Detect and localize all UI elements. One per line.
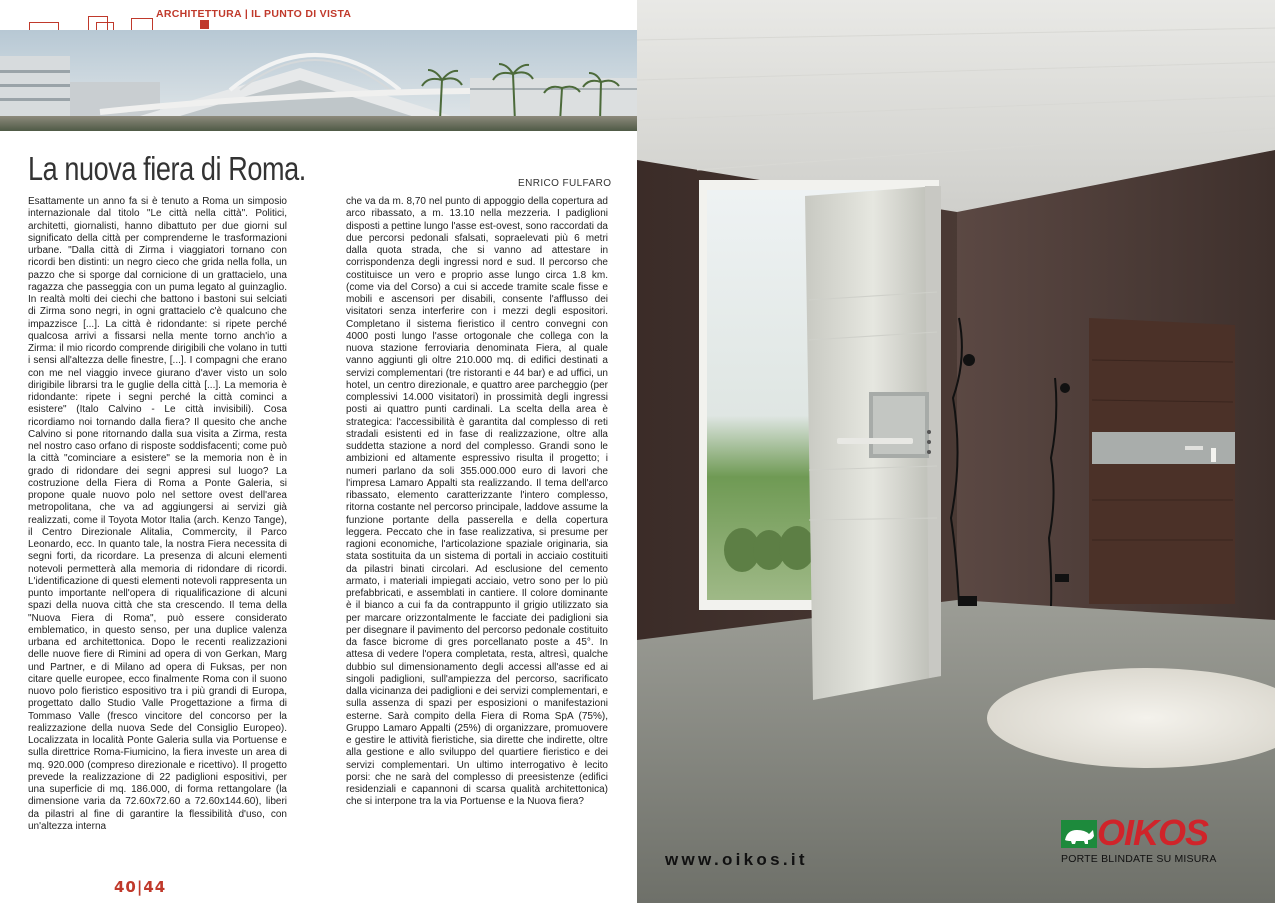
- oikos-tagline: PORTE BLINDATE SU MISURA: [1061, 853, 1217, 865]
- ad-website-url: www.oikos.it: [665, 850, 808, 869]
- article-author: ENRICO FULFARO: [518, 178, 612, 189]
- oikos-wordmark: OIKOS: [1097, 812, 1209, 853]
- oikos-logo: [1061, 812, 1247, 872]
- section-header: [156, 8, 351, 20]
- section-subname: IL PUNTO DI VISTA: [251, 8, 352, 20]
- fair-architecture-photo: [0, 30, 637, 131]
- fair-photo-illustration: [0, 30, 637, 131]
- section-separator: |: [244, 8, 249, 20]
- article-column-2: che va da m. 8,70 nel punto di appoggio della copertura ad arco ribassato, a m. 13.10 nella mezzeria. I padiglioni disposti a pettine lungo l'asse est-ovest, sono raccordati da due percorsi pedonali sfalsati, sopraelevati più 6 metri dalla quota strada, che si vanno ad attestare in corrispondenza degli ingressi nord e sud. Il percorso che costituisce un vero e proprio asse lungo circa 1.8 km. (come via del Corso) a cui si accede tramite scale fisse e mobili e ascensori per disabili, consente l'afflusso dei visitatori senza interferire con i mezzi degli espositori. Completano il sistema fieristico il centro convegni con 4000 posti lungo l'asse ortogonale che collega con la nuova stazione ferroviaria denominata Fiera, al quale vanno aggiunti gli oltre 210.000 mq. di edifici destinati a servizi complementari (tre ristoranti e 44 bar) e ad uffici, un hotel, un centro direzionale, e quattro aree parcheggio (per complessivi 14.000 visitatori) in prossimità degli ingressi posti ai quattro punti cardinali. La scelta della area è strategica: l'accessibilità è garantita dal complesso di reti stradali esistenti ed in fase di realizzazione, oltre alla suddetta stazione a nord del complesso. Grandi sono le ambizioni ed altamente espressivo risulta il progetto; i numeri parlano da soli 355.000.000 euro di lavori che l'impresa Lamaro Appalti sta realizzando. Il tema dell'arco ribassato, elemento caratterizzante l'intero complesso, ritorna costante nel percorso principale, laddove assume la funzione portante della passerella e della copertura leggera. Peccato che in fase realizzativa, si presume per ragioni economiche, l'articolazione spaziale originaria, sia stata sostituita da un sistema di portali in acciaio costituiti da pilastri binati circolari. Ad esclusione del cemento armato, i materiali impiegati acciaio, vetro sono per lo più prefabbricati, e assemblati in cantiere. Il colore dominante è il bianco a cui fa da contrappunto il grigio utilizzato sia per marcare orizzontalmente le facciate dei padiglioni sia per disegnare il pavimento del percorso pedonale costituito da fasce bicrome di gres porcellanato poste a 45°. In attesa di vedere l'opera completata, resta, altresì, qualche dubbio sul dimensionamento degli accessi all'asse ed ai singoli padiglioni, sull'ampiezza del percorso, sacrificato dalla vicinanza dei padiglioni e dei servizi complementari, e sulla assenza di spazi per esposizioni o manifestazioni esterne. Sarà compito della Fiera di Roma SpA (75%), Gruppo Lamaro Appalti (25%) di organizzare, promuovere e gestire le attività fieristiche, sia dirette che indirette, oltre alla gestione e allo sviluppo del quartiere fieristico e dei servizi complementari. Un ultimo interrogativo è lecito porsi: che ne sarà del complesso di preesistenze (edifici residenziali e capannoni di scarsa qualità architettonica) che si interpone tra la via Portuense e la Nuova fiera?: [346, 196, 608, 808]
- page-number: 40|44: [114, 878, 167, 896]
- section-name: ARCHITETTURA: [156, 8, 242, 20]
- oikos-advertisement: [637, 0, 1275, 903]
- rhino-logo-icon: [1061, 820, 1097, 848]
- section-marker: [200, 20, 209, 29]
- article-title: La nuova fiera di Roma.: [28, 150, 306, 187]
- magazine-left-page: [0, 0, 637, 903]
- door-showroom-photo: [637, 0, 1275, 903]
- article-column-1: Esattamente un anno fa si è tenuto a Roma un simposio internazionale dal titolo "Le città nella città". Politici, architetti, giornalisti, hanno dibattuto per due giorni sul significato della città per comprenderne le trasformazioni urbane. "Dalla città di Zirma i viaggiatori tornano con ricordi ben distinti: un negro cieco che grida nella folla, un pazzo che si sporge dal cornicione di un grattacielo, una ragazza che passeggia con un puma legato al guinzaglio. In realtà molti dei ciechi che battono i bastoni sui selciati di Zirma sono negri, in ogni grattacielo c'è qualcuno che impazzisce [...]. La città è ridondante: si ripete perché qualcosa arrivi a fissarsi nella mente torno anch'io a Zirma: il mio ricordo comprende dirigibili che volano in tutti i sensi all'altezza delle finestre, [...]. I compagni che erano con me nel viaggio invece giurano d'aver visto un solo dirigibile librarsi tra le guglie della città [...]. La memoria è ridondante: ripete i segni perché la città cominci a esistere" (Italo Calvino - Le città invisibili). Cosa ricordiamo noi tornando dalla fiera? Il quesito che anche Calvino si pone ritornando dalla sua visita a Zirma, resta nel nostro caso orfano di risposte soddisfacenti; come può la città "cominciare a esistere" se la memoria non è in grado di ridondare dei segni appresi sul luogo? La costruzione della Fiera di Roma a Ponte Galeria, si propone quale nuovo polo nel settore ovest dell'area metropolitana, che va ad aggiungersi ai servizi già realizzati, come il Toyota Motor Italia (arch. Kenzo Tange), il Centro Direzionale Alitalia, Commercity, il Parco Leonardo, ecc. In quanto tale, la nostra Fiera necessita di segni forti, da ricordare. La presenza di alcuni elementi notevoli permetterà alla memoria di ridondare di ricordi. L'identificazione di questi elementi notevoli rappresenta un punto importante nell'opera di riqualificazione di alcuni spazi della nuova città che sta crescendo. Il tema della "Nuova Fiera di Roma", può essere considerato emblematico, in questo senso, per una duplice valenza urbana ed architettonica. Dopo le recenti realizzazioni delle nuove fiere di Rimini ad opera di von Gerkan, Marg und Partner, e di Milano ad opera di Fuksas, per non citare quelle europee, ecco finalmente Roma con il suono nuovo polo fieristico espositivo tra i più grandi di Europa, progettato dallo Studio Valle Progettazione a firma di Tommaso Valle (fresco vincitore del concorso per la realizzazione della nuova Sede del Consiglio Europeo). Localizzata in località Ponte Galeria sulla via Portuense e sulla direttrice Roma-Fiumicino, la fiera investe un area di mq. 920.000 (compreso direzionale e ricettivo). Il progetto prevede la realizzazione di 22 padiglioni espositivi, per una superficie di mq. 186.000, di forma rettangolare (la dimensione varia da 72.60x72.60 a 72.60x144.60), liberi da pilastri al fine di garantire la flessibilità d'uso, con un'altezza interna: [28, 196, 287, 832]
